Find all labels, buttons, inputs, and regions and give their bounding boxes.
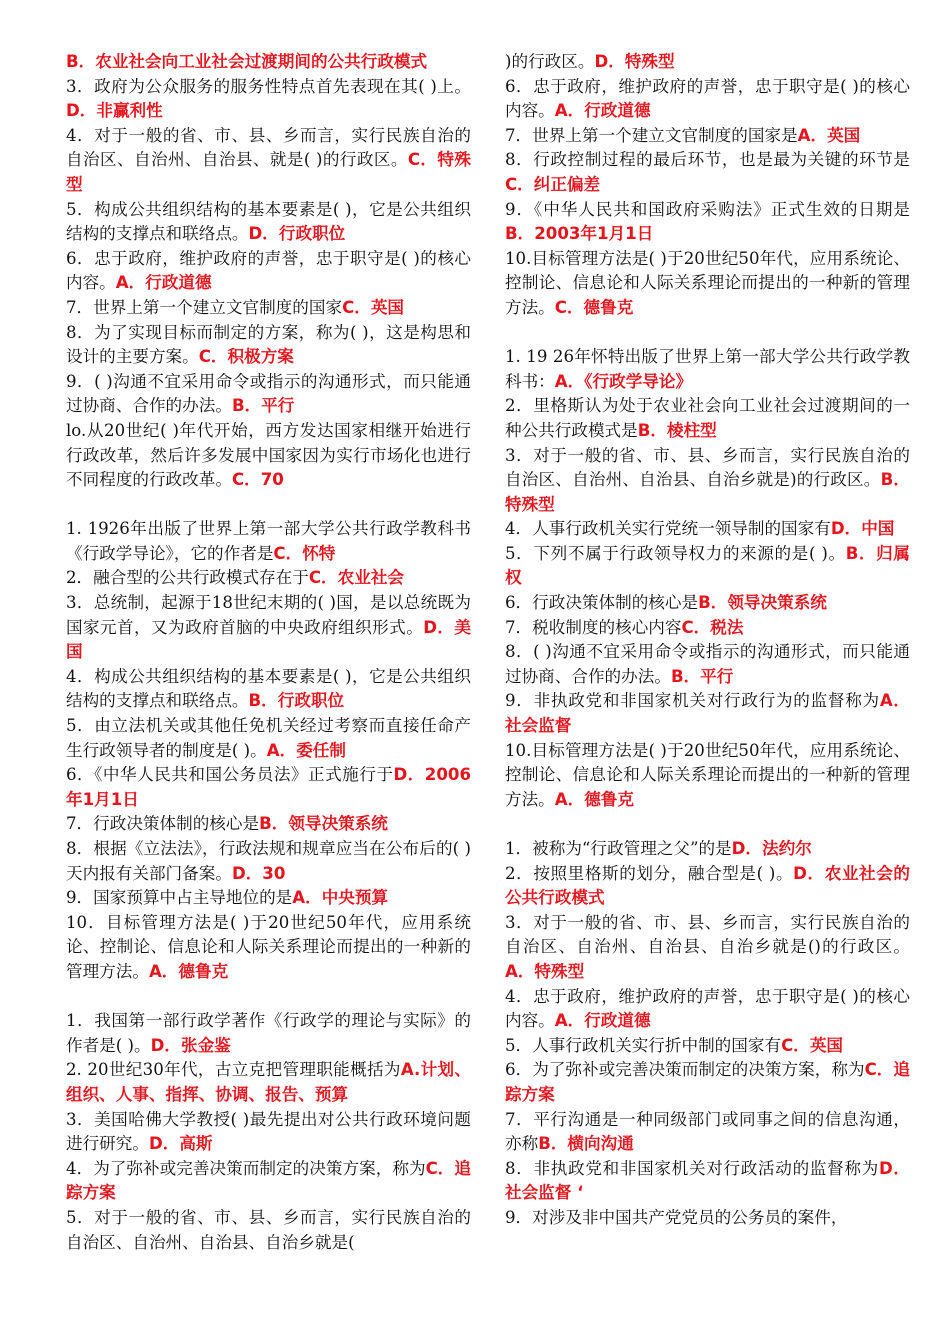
- question-item: [66, 886, 471, 911]
- question-item: [66, 591, 471, 665]
- question-text: 10．目标管理方法是( )于20世纪50年代，应用系统论、控制论、信息论和人际关系理论而提出的一种新的管理方法。: [66, 912, 471, 981]
- question-item: [66, 1009, 471, 1058]
- question-item: [505, 148, 910, 197]
- right-column: [505, 50, 910, 1310]
- answer-text: C．纠正偏差: [505, 174, 601, 194]
- answer-text: B．行政职位: [248, 691, 345, 711]
- question-text: 3．对于一般的省、市、县、乡而言，实行民族自治的自治区、自治州、自治县、自治乡就是)的行政区。: [505, 445, 910, 490]
- question-item: [66, 665, 471, 714]
- question-text: 9．非执政党和非国家机关对行政行为的监督称为: [505, 691, 880, 711]
- question-text: 5．下列不属于行政领导权力的来源的是( )。: [505, 543, 846, 563]
- question-item: [505, 591, 910, 616]
- question-text: 3．政府为公众服务的服务性特点首先表现在其( )上。: [66, 76, 471, 96]
- answer-text: C．税法: [681, 617, 744, 637]
- question-item: [66, 370, 471, 419]
- question-text: 6．忠于政府，维护政府的声誉，忠于职守是( )的核心内容。: [66, 248, 471, 293]
- question-item: [66, 247, 471, 296]
- question-text: 10.目标管理方法是( )于20世纪50年代，应用系统论、控制论、信息论和人际关系理论而提出的一种新的管理方法。: [505, 740, 910, 809]
- question-item: [66, 763, 471, 812]
- question-text: 7．税收制度的核心内容: [505, 617, 682, 637]
- answer-text: B．平行: [231, 396, 295, 416]
- question-text: 8．为了实现目标而制定的方案，称为( )，这是构思和设计的主要方案。: [66, 322, 471, 367]
- question-item: [66, 198, 471, 247]
- answer-text: C．积极方案: [198, 347, 294, 367]
- question-text: 1．我国第一部行政学著作《行政学的理论与实际》的作者是( )。: [66, 1011, 471, 1055]
- question-item: [66, 812, 471, 837]
- question-text: 7．世界上第一个建立文官制度的国家是: [505, 125, 798, 145]
- question-item: [505, 1034, 910, 1059]
- question-text: 8．行政控制过程的最后环节，也是最为关键的环节是: [505, 150, 910, 170]
- answer-text: B．2003年1月1日: [505, 224, 654, 244]
- question-item: [505, 739, 910, 813]
- question-text: 4．构成公共组织结构的基本要素是( )，它是公共组织结构的支撑点和联络点。: [66, 666, 471, 711]
- question-text: 8．非执政党和非国家机关对行政活动的监督称为: [505, 1158, 879, 1178]
- question-text: 9．《中华人民共和国政府采购法》正式生效的日期是: [505, 199, 910, 219]
- answer-text: D．非赢利性: [66, 101, 163, 121]
- question-text: 3．对于一般的省、市、县、乡而言，实行民族自治的自治区、自治州、自治县、自治乡就是()的行政区。: [505, 912, 910, 957]
- question-text: 5．由立法机关或其他任免机关经过考察而直接任命产生行政领导者的制度是( )。: [66, 716, 471, 760]
- question-item: [66, 566, 471, 591]
- question-item: [66, 1108, 471, 1157]
- question-item: [66, 1157, 471, 1206]
- question-item: [66, 321, 471, 370]
- question-item: [66, 517, 471, 566]
- answer-text: C．追踪方案: [505, 1060, 910, 1104]
- question-text: 2．按照里格斯的划分，融合型是( )。: [505, 863, 794, 883]
- question-text: 3．总统制，起源于18世纪末期的( )国，是以总统既为国家元首，又为政府首脑的中央政府组织形式。: [66, 593, 471, 637]
- answer-text: D．农业社会的公共行政模式: [505, 863, 911, 908]
- question-item: [505, 862, 910, 911]
- answer-text: A．德鲁克: [148, 961, 229, 981]
- question-item: [66, 911, 471, 985]
- question-text: 7．平行沟通是一种同级部门或同事之间的信息沟通，亦称: [505, 1109, 910, 1154]
- question-text: 10.目标管理方法是( )于20世纪50年代，应用系统论、控制论、信息论和人际关系理论而提出的一种新的管理方法。: [505, 248, 910, 317]
- answer-text: B．领导决策系统: [259, 814, 388, 834]
- question-item: [505, 542, 910, 591]
- answer-text: B．归属权: [505, 543, 911, 588]
- question-text: 5．对于一般的省、市、县、乡而言，实行民族自治的自治区、自治州、自治县、自治乡就是(: [66, 1207, 471, 1252]
- section-gap: [505, 812, 910, 837]
- answer-text: C．农业社会: [308, 568, 405, 588]
- question-item: [505, 124, 910, 149]
- question-text: 3．美国哈佛大学教授( )最先提出对公共行政环境问题进行研究。: [66, 1109, 471, 1154]
- question-text: 2．融合型的公共行政模式存在于: [66, 568, 309, 588]
- answer-text: D．行政职位: [248, 224, 346, 244]
- question-item: [505, 837, 910, 862]
- question-item: [66, 714, 471, 763]
- answer-text: B．棱柱型: [637, 420, 717, 440]
- answer-text: D．张金鉴: [150, 1035, 231, 1055]
- question-text: 7．行政决策体制的核心是: [66, 814, 260, 834]
- question-item: [505, 75, 910, 124]
- question-text: 1. 19 26年怀特出版了世界上第一部大学公共行政学教科书：: [505, 347, 910, 391]
- question-item: [66, 1206, 471, 1255]
- question-text: 5．人事行政机关实行折中制的国家有: [505, 1035, 782, 1055]
- question-item: [66, 124, 471, 198]
- question-text: 4．为了弥补或完善决策而制定的决策方案，称为: [66, 1158, 426, 1178]
- question-text: 5．构成公共组织结构的基本要素是( )，它是公共组织结构的支撑点和联络点。: [66, 199, 471, 244]
- question-item: [505, 1058, 910, 1107]
- answer-text: D．特殊型: [594, 52, 675, 71]
- answer-text: D．中国: [830, 519, 895, 539]
- question-text: 6．《中华人民共和国公务员法》正式施行于: [66, 765, 394, 785]
- question-text: )的行政区。: [505, 52, 595, 71]
- question-text: 2．里格斯认为处于农业社会向工业社会过渡期间的一种公共行政模式是: [505, 396, 910, 440]
- question-item: [505, 1206, 910, 1231]
- answer-text: D．2006年1月1日: [66, 765, 471, 809]
- question-item: [66, 50, 471, 75]
- answer-text: D．社会监督 ‘: [505, 1158, 910, 1203]
- left-column: [66, 50, 471, 1310]
- question-item: [505, 50, 910, 75]
- question-text: 6．行政决策体制的核心是: [505, 593, 699, 613]
- answer-text: B．农业社会向工业社会过渡期间的公共行政模式: [66, 52, 428, 71]
- question-text: 6．忠于政府，维护政府的声誉，忠于职守是( )的核心内容。: [505, 76, 910, 121]
- question-item: [66, 296, 471, 321]
- question-item: [505, 689, 910, 738]
- answer-text: C．英国: [781, 1035, 844, 1055]
- question-text: 2. 20世纪30年代，古立克把管理职能概括为: [66, 1060, 401, 1080]
- answer-text: B．平行: [670, 666, 734, 686]
- question-item: [66, 75, 471, 124]
- answer-text: B．特殊型: [505, 470, 910, 514]
- question-text: 4．对于一般的省、市、县、乡而言，实行民族自治的自治区、自治州、自治县、就是( )的行政区。: [66, 125, 471, 170]
- answer-text: D．高斯: [148, 1134, 213, 1154]
- question-text: 8．( )沟通不宜采用命令或指示的沟通形式，而只能通过协商、合作的办法。: [505, 642, 910, 686]
- answer-text: B．领导决策系统: [698, 593, 827, 613]
- answer-text: A．行政道德: [554, 101, 651, 121]
- question-item: [505, 1157, 910, 1206]
- question-text: 4．忠于政府，维护政府的声誉，忠于职守是( )的核心内容。: [505, 986, 910, 1031]
- question-item: [505, 247, 910, 321]
- answer-text: A．特殊型: [505, 961, 585, 981]
- section-gap: [505, 321, 910, 346]
- question-text: 8．根据《立法法》，行政法规和规章应当在公布后的( )天内报有关部门备案。: [66, 839, 471, 883]
- answer-text: A．行政道德: [115, 273, 212, 293]
- question-text: 4．人事行政机关实行党统一领导制的国家有: [505, 519, 831, 539]
- answer-text: C．追踪方案: [66, 1158, 471, 1203]
- section-gap: [66, 493, 471, 518]
- question-text: 1．被称为“行政管理之父”的是: [505, 839, 732, 858]
- answer-text: A．委任制: [266, 740, 346, 760]
- answer-text: B．横向沟通: [538, 1134, 634, 1154]
- question-text: 7．世界上第一个建立文官制度的国家: [66, 297, 343, 317]
- answer-text: C．特殊型: [66, 150, 471, 194]
- answer-text: D．法约尔: [731, 839, 812, 858]
- answer-text: D．美国: [66, 617, 471, 662]
- answer-text: A．中央预算: [292, 888, 389, 908]
- question-item: [505, 616, 910, 641]
- answer-text: C．德鲁克: [554, 297, 634, 317]
- question-item: [66, 419, 471, 493]
- question-item: [66, 1058, 471, 1107]
- question-item: [66, 837, 471, 886]
- answer-text: A．《行政学导论》: [554, 371, 693, 391]
- answer-text: A．德鲁克: [554, 789, 634, 809]
- question-item: [505, 911, 910, 985]
- question-text: 9．对涉及非中国共产党党员的公务员的案件，: [505, 1207, 848, 1227]
- question-text: 6．为了弥补或完善决策而制定的决策方案，称为: [505, 1060, 865, 1080]
- question-text: 9．( )沟通不宜采用命令或指示的沟通形式，而只能通过协商、合作的办法。: [66, 371, 471, 416]
- question-item: [505, 345, 910, 394]
- answer-text: A.计划、组织、人事、指挥、协调、报告、预算: [66, 1060, 471, 1104]
- answer-text: A．社会监督: [505, 691, 910, 736]
- question-text: 1. 1926年出版了世界上第一部大学公共行政学教科书《行政学导论》，它的作者是: [66, 519, 471, 563]
- document-page: [66, 50, 910, 1310]
- question-item: [505, 1108, 910, 1157]
- question-item: [505, 985, 910, 1034]
- question-item: [505, 198, 910, 247]
- answer-text: A．英国: [797, 125, 861, 145]
- question-item: [505, 444, 910, 518]
- answer-text: C．70: [231, 470, 284, 490]
- question-text: 9．国家预算中占主导地位的是: [66, 888, 293, 908]
- question-item: [505, 517, 910, 542]
- answer-text: C．怀特: [273, 543, 336, 563]
- section-gap: [66, 985, 471, 1010]
- answer-text: A．行政道德: [554, 1011, 651, 1031]
- question-text: lo.从20世纪( )年代开始，西方发达国家相继开始进行行政改革，然后许多发展中国家因为实行市场化也进行不同程度的行政改革。: [66, 420, 471, 490]
- answer-text: C．英国: [342, 297, 405, 317]
- answer-text: D．30: [231, 863, 286, 883]
- question-item: [505, 394, 910, 443]
- question-item: [505, 640, 910, 689]
